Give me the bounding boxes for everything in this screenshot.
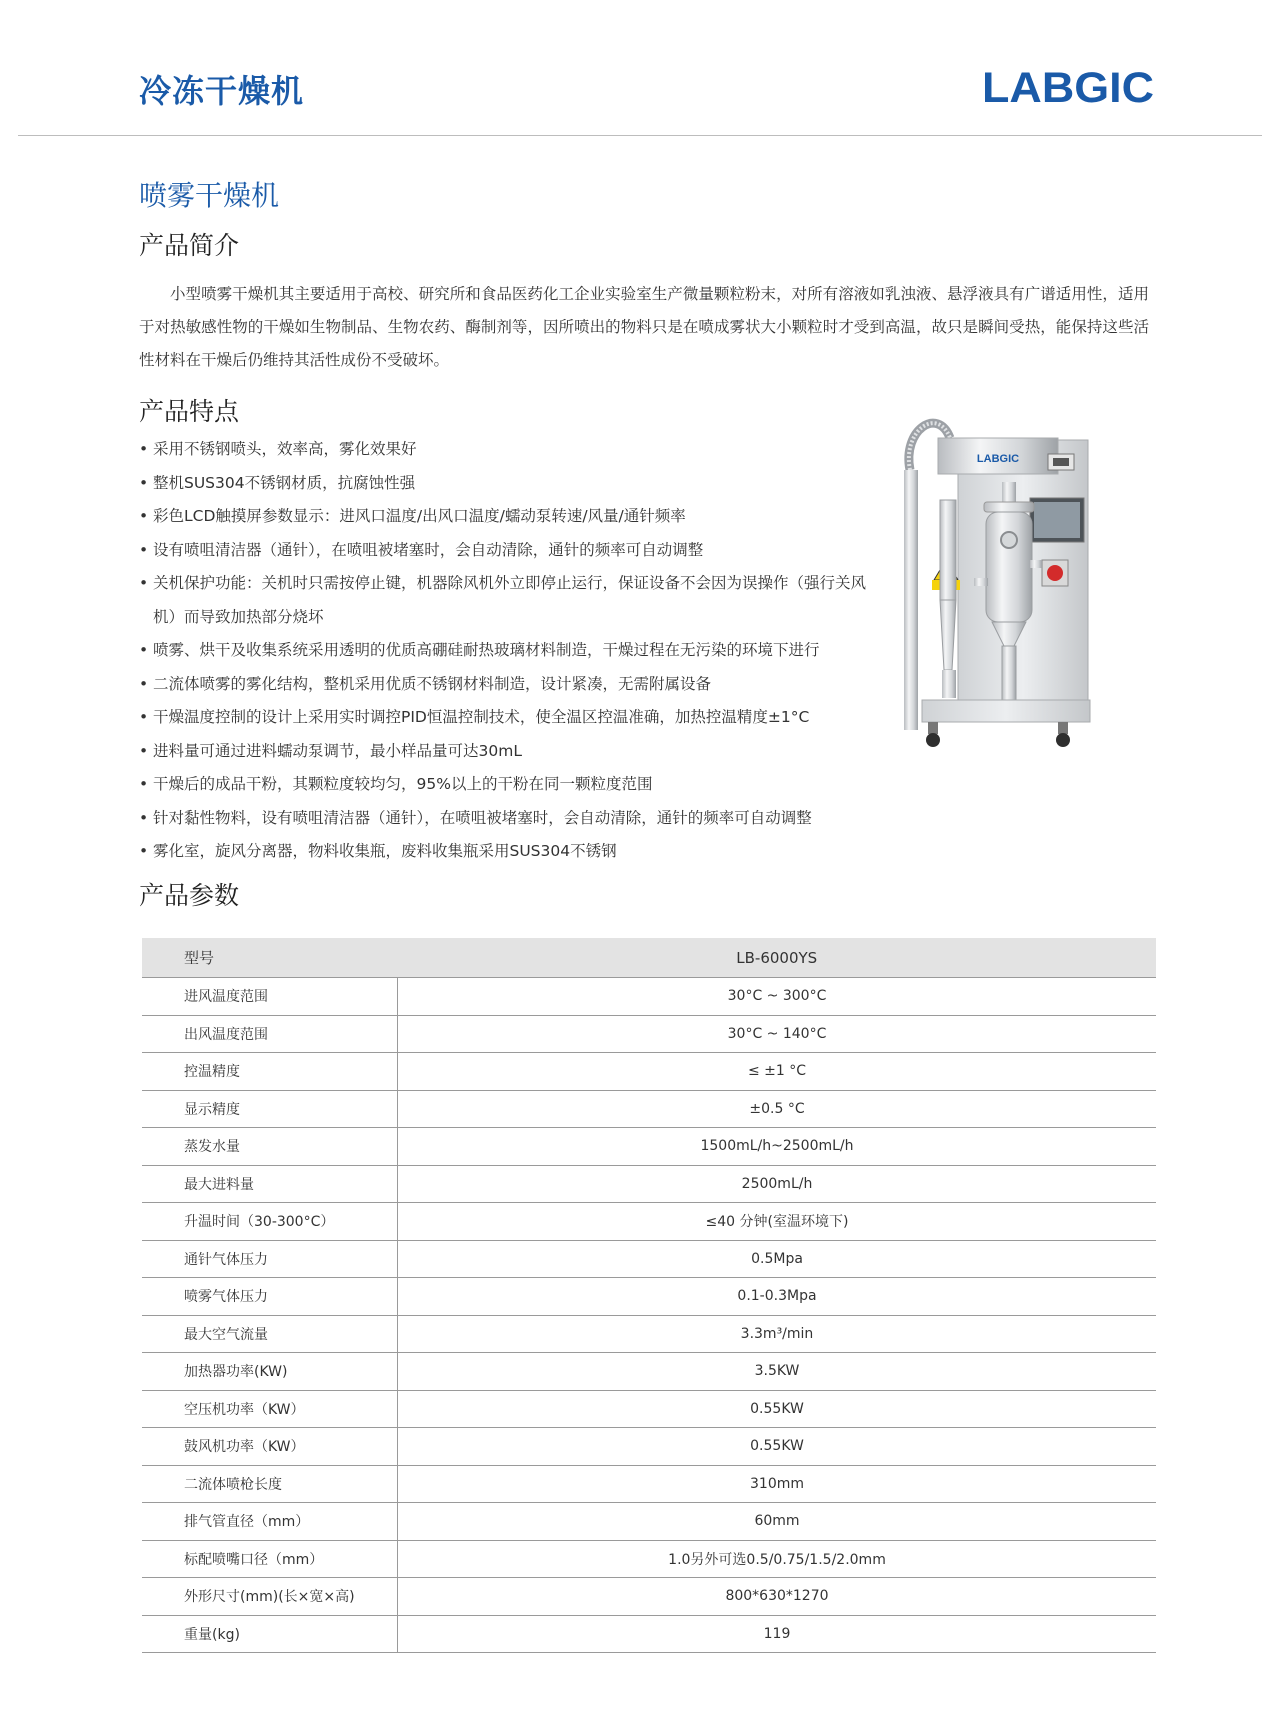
brand-logo-text: LABGIC (982, 64, 1154, 108)
param-name: 标配喷嘴口径（mm） (142, 1540, 398, 1578)
table-row (142, 1015, 1156, 1053)
param-name: 进风温度范围 (142, 978, 398, 1016)
param-value: ±0.5 °C (398, 1090, 1157, 1128)
params-model-label: 型号 (142, 938, 398, 978)
param-value: 1500mL/h~2500mL/h (398, 1128, 1157, 1166)
param-value: 30°C ~ 300°C (398, 978, 1157, 1016)
table-row (142, 1578, 1156, 1616)
product-name: 喷雾干燥机 (139, 179, 280, 212)
params-heading: 产品参数 (139, 881, 240, 910)
table-row (142, 1315, 1156, 1353)
table-row (142, 1540, 1156, 1578)
feature-item: • 设有喷咀清洁器（通针），在喷咀被堵塞时，会自动清除，通针的频率可自动调整 (139, 534, 869, 568)
table-row (142, 1090, 1156, 1128)
param-value: ≤ ±1 °C (398, 1053, 1157, 1091)
param-name: 空压机功率（KW） (142, 1390, 398, 1428)
param-value: 2500mL/h (398, 1165, 1157, 1203)
feature-item: • 雾化室，旋风分离器，物料收集瓶，废料收集瓶采用SUS304不锈钢 (139, 835, 869, 869)
param-value: 119 (398, 1615, 1157, 1653)
param-name: 控温精度 (142, 1053, 398, 1091)
table-row (142, 1503, 1156, 1541)
param-name: 排气管直径（mm） (142, 1503, 398, 1541)
param-value: 0.55KW (398, 1428, 1157, 1466)
param-value: 3.3m³/min (398, 1315, 1157, 1353)
param-name: 鼓风机功率（KW） (142, 1428, 398, 1466)
table-row (142, 1353, 1156, 1391)
params-table-header-row (142, 938, 1156, 978)
param-value: 60mm (398, 1503, 1157, 1541)
param-name: 出风温度范围 (142, 1015, 398, 1053)
table-row (142, 1390, 1156, 1428)
table-row (142, 1615, 1156, 1653)
param-value: 0.55KW (398, 1390, 1157, 1428)
feature-item: • 喷雾、烘干及收集系统采用透明的优质高硼硅耐热玻璃材料制造，干燥过程在无污染的环境下进行 (139, 634, 869, 668)
table-row (142, 978, 1156, 1016)
spray-dryer-illustration (898, 410, 1098, 830)
table-row (142, 1240, 1156, 1278)
param-value: 800*630*1270 (398, 1578, 1157, 1616)
category-title: 冷冻干燥机 (139, 72, 305, 110)
param-value: ≤40 分钟(室温环境下) (398, 1203, 1157, 1241)
table-row (142, 1278, 1156, 1316)
params-model-value: LB-6000YS (398, 938, 1157, 978)
brand-logo (982, 64, 1154, 108)
param-value: 0.1-0.3Mpa (398, 1278, 1157, 1316)
param-name: 显示精度 (142, 1090, 398, 1128)
feature-item: • 进料量可通过进料蠕动泵调节，最小样品量可达30mL (139, 735, 869, 769)
machine-logo-text: LABGIC (976, 453, 1020, 465)
feature-item: • 彩色LCD触摸屏参数显示：进风口温度/出风口温度/蠕动泵转速/风量/通针频率 (139, 500, 869, 534)
param-name: 重量(kg) (142, 1615, 398, 1653)
param-name: 外形尺寸(mm)(长×宽×高) (142, 1578, 398, 1616)
table-row (142, 1053, 1156, 1091)
table-row (142, 1128, 1156, 1166)
param-name: 二流体喷枪长度 (142, 1465, 398, 1503)
feature-list (139, 433, 869, 869)
feature-item: • 整机SUS304不锈钢材质，抗腐蚀性强 (139, 467, 869, 501)
feature-item: • 二流体喷雾的雾化结构，整机采用优质不锈钢材料制造，设计紧凑，无需附属设备 (139, 668, 869, 702)
param-value: 1.0另外可选0.5/0.75/1.5/2.0mm (398, 1540, 1157, 1578)
param-name: 喷雾气体压力 (142, 1278, 398, 1316)
param-value: 0.5Mpa (398, 1240, 1157, 1278)
intro-text: 小型喷雾干燥机其主要适用于高校、研究所和食品医药化工企业实验室生产微量颗粒粉末，对所有溶液如乳浊液、悬浮液具有广谱适用性，适用于对热敏感性物的干燥如生物制品、生物农药、酶制剂等，因所喷出的物料只是在喷成雾状大小颗粒时才受到高温，故只是瞬间受热，能保持这些活性材料在干燥后仍维持其活性成份不受破坏。 (139, 285, 1149, 369)
table-row (142, 1203, 1156, 1241)
table-row (142, 1428, 1156, 1466)
table-row (142, 1165, 1156, 1203)
feature-item: • 干燥后的成品干粉，其颗粒度较均匀，95%以上的干粉在同一颗粒度范围 (139, 768, 869, 802)
param-name: 最大空气流量 (142, 1315, 398, 1353)
feature-item: • 针对黏性物料，设有喷咀清洁器（通针），在喷咀被堵塞时，会自动清除，通针的频率可自动调整 (139, 802, 869, 836)
param-value: 3.5KW (398, 1353, 1157, 1391)
feature-item: • 关机保护功能：关机时只需按停止键，机器除风机外立即停止运行，保证设备不会因为误操作（强行关风机）而导致加热部分烧坏 (139, 567, 869, 634)
param-value: 310mm (398, 1465, 1157, 1503)
params-table (142, 938, 1156, 1653)
param-name: 升温时间（30-300°C） (142, 1203, 398, 1241)
param-name: 通针气体压力 (142, 1240, 398, 1278)
param-name: 加热器功率(KW) (142, 1353, 398, 1391)
table-row (142, 1465, 1156, 1503)
header-divider (18, 135, 1262, 136)
param-name: 最大进料量 (142, 1165, 398, 1203)
param-name: 蒸发水量 (142, 1128, 398, 1166)
feature-item: • 干燥温度控制的设计上采用实时调控PID恒温控制技术，使全温区控温准确，加热控温精度±1°C (139, 701, 869, 735)
features-heading: 产品特点 (139, 397, 240, 426)
intro-heading: 产品简介 (139, 231, 240, 260)
feature-item: • 采用不锈钢喷头，效率高，雾化效果好 (139, 433, 869, 467)
param-value: 30°C ~ 140°C (398, 1015, 1157, 1053)
